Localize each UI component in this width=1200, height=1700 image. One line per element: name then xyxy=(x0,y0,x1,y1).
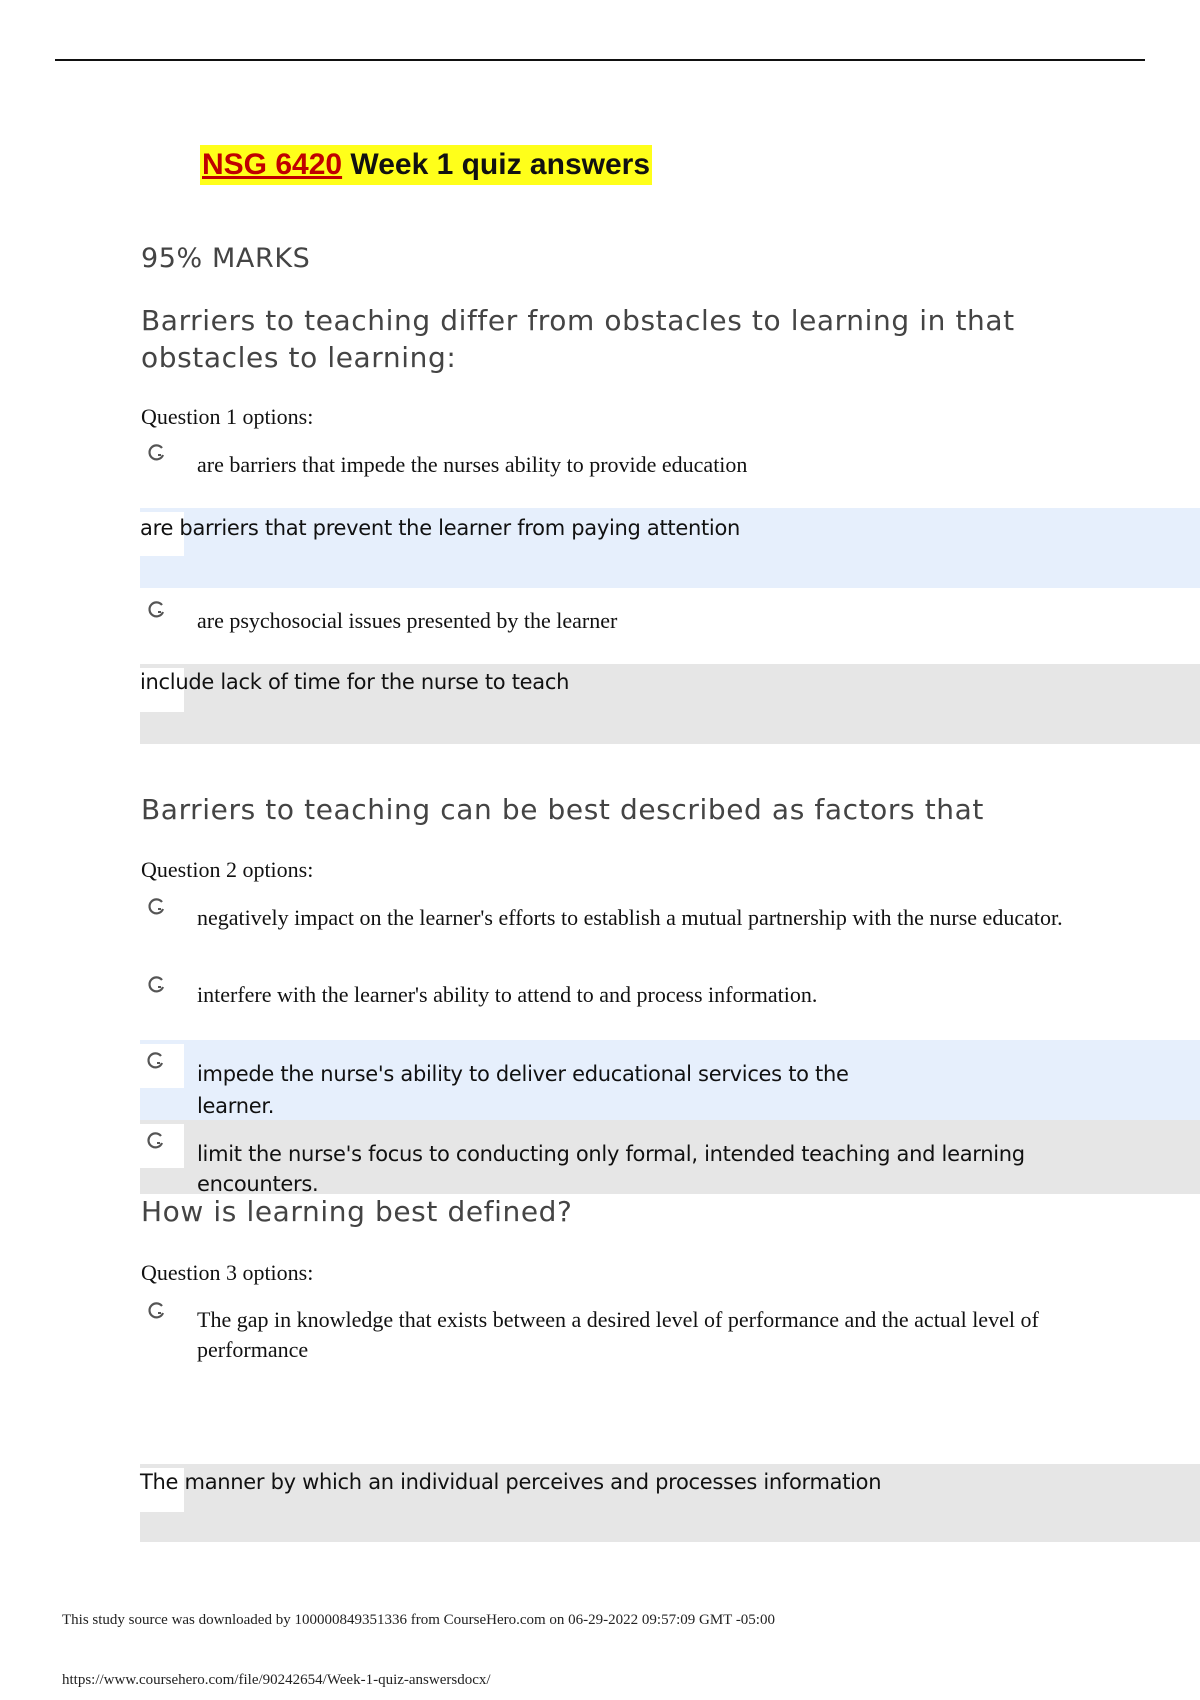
question-3-heading: How is learning best defined? xyxy=(141,1195,573,1228)
question-2-option-4-line-2: encounters. xyxy=(197,1172,319,1196)
download-notice: This study source was downloaded by 100000849351336 from CourseHero.com on 06-29-2022 09:57:09 GMT -05:00 xyxy=(62,1612,775,1628)
question-1-option-4-row[interactable] xyxy=(140,664,1200,744)
radio-button[interactable] xyxy=(147,974,167,994)
question-1-option-4: include lack of time for the nurse to teach xyxy=(140,670,570,694)
radio-icon xyxy=(147,974,167,994)
question-1-option-1: are barriers that impede the nurses ability to provide education xyxy=(197,452,748,477)
radio-button xyxy=(146,1050,166,1070)
radio-icon xyxy=(147,1300,167,1320)
question-2-option-4-row[interactable] xyxy=(140,1120,1200,1194)
source-url[interactable]: https://www.coursehero.com/file/90242654/Week-1-quiz-answersdocx/ xyxy=(62,1672,491,1688)
question-2-option-4-line-1: limit the nurse's focus to conducting only formal, intended teaching and learning xyxy=(197,1142,1025,1166)
radio-button xyxy=(146,1130,166,1150)
question-1-heading-line-2: obstacles to learning: xyxy=(141,341,457,374)
question-3-option-2-row[interactable] xyxy=(140,1464,1200,1542)
question-2-option-3-line-2: learner. xyxy=(197,1094,275,1118)
question-3-option-2: The manner by which an individual perceives and processes information xyxy=(140,1470,882,1494)
question-1-heading-line-1: Barriers to teaching differ from obstacles to learning in that xyxy=(141,304,1015,337)
radio-icon xyxy=(147,599,167,619)
radio-icon xyxy=(147,896,167,916)
title-rest: Week 1 quiz answers xyxy=(342,148,651,181)
radio-button[interactable] xyxy=(147,442,167,462)
radio-icon xyxy=(146,1050,166,1070)
question-1-option-2-selected[interactable] xyxy=(140,508,1200,588)
question-2-label: Question 2 options: xyxy=(141,857,314,882)
question-3-option-1-line-2: performance xyxy=(197,1337,309,1362)
question-3-option-1-line-1: The gap in knowledge that exists between a desired level of performance and the actual level of xyxy=(197,1307,1039,1332)
document-title xyxy=(200,145,652,185)
top-rule xyxy=(55,59,1145,61)
question-2-option-3-selected[interactable] xyxy=(140,1040,1200,1120)
question-3-label: Question 3 options: xyxy=(141,1260,314,1285)
radio-button[interactable] xyxy=(147,1300,167,1320)
question-2-heading: Barriers to teaching can be best described as factors that xyxy=(141,793,984,826)
radio-icon xyxy=(147,442,167,462)
radio-button[interactable] xyxy=(147,599,167,619)
course-code: NSG 6420 xyxy=(202,148,343,181)
question-2-option-1: negatively impact on the learner's efforts to establish a mutual partnership with the nurse educator. xyxy=(197,905,1063,930)
question-2-option-3-line-1: impede the nurse's ability to deliver educational services to the xyxy=(197,1062,849,1086)
question-1-label: Question 1 options: xyxy=(141,404,314,429)
radio-button[interactable] xyxy=(147,896,167,916)
question-1-option-3: are psychosocial issues presented by the learner xyxy=(197,608,618,633)
question-1-option-2: are barriers that prevent the learner from paying attention xyxy=(140,516,741,540)
question-2-option-2: interfere with the learner's ability to attend to and process information. xyxy=(197,982,818,1007)
radio-icon xyxy=(146,1130,166,1150)
score-heading: 95% MARKS xyxy=(141,243,311,274)
